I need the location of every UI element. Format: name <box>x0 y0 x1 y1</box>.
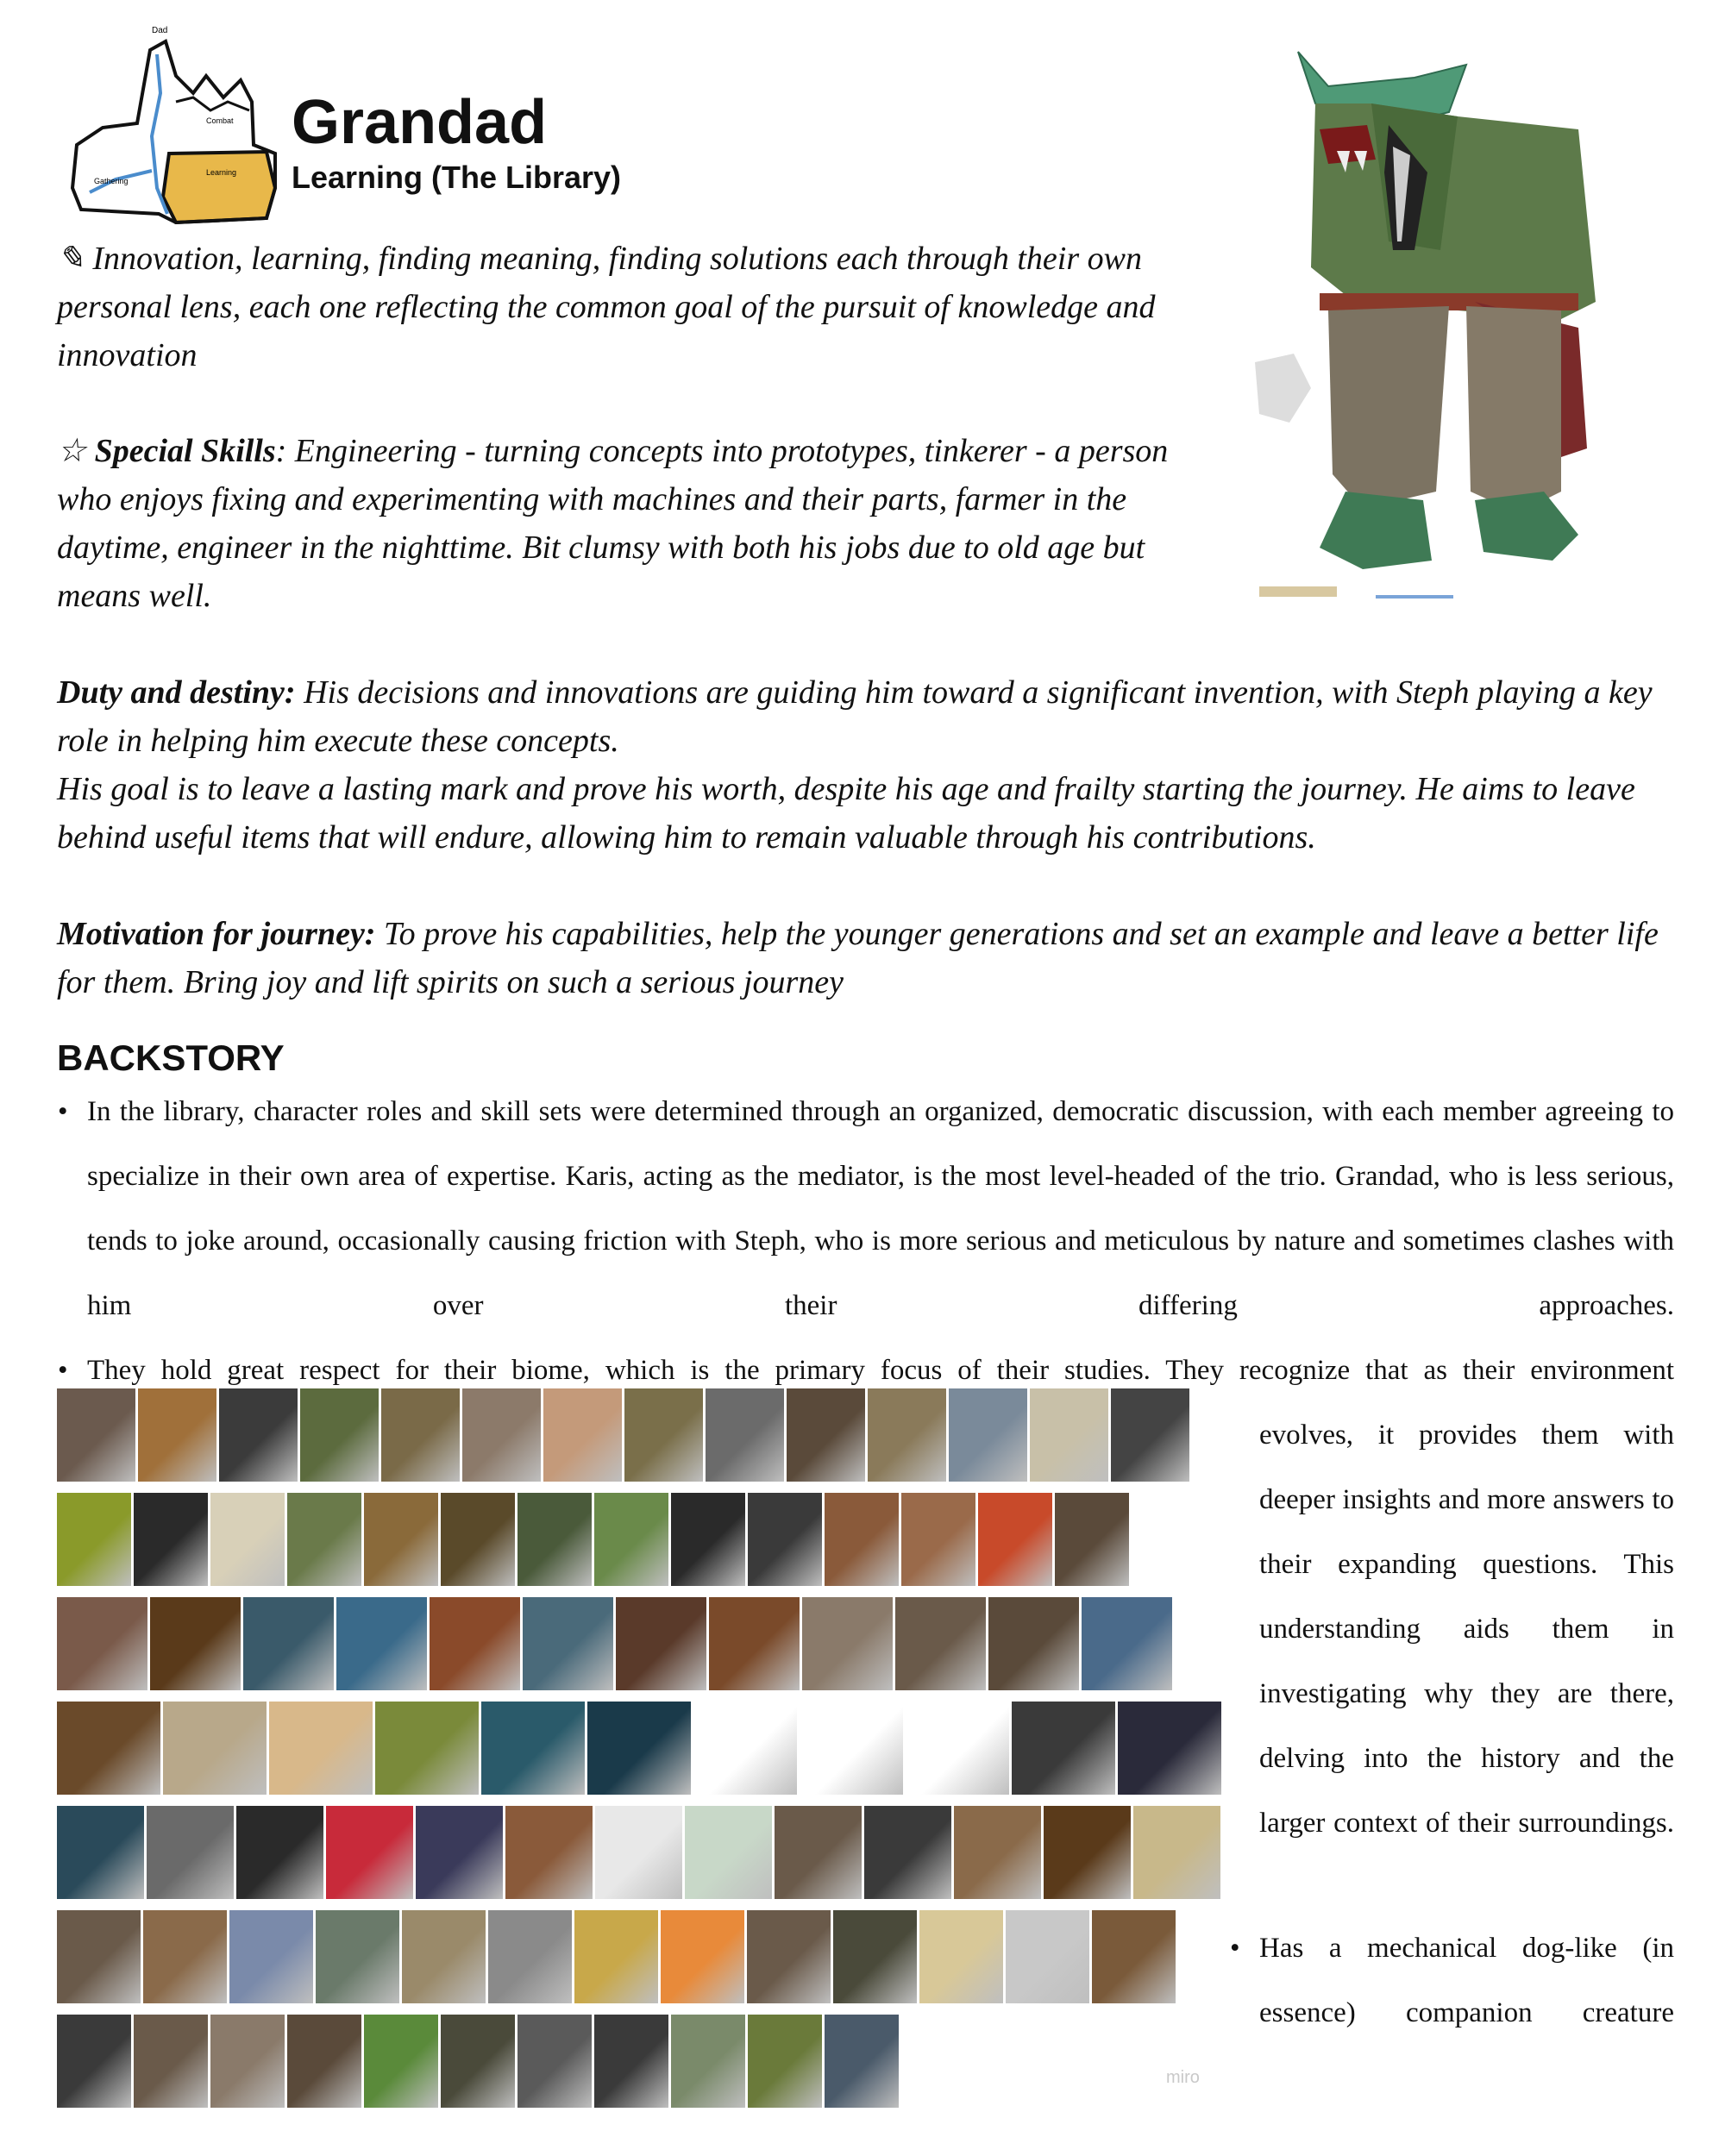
moodboard-image <box>300 1388 379 1482</box>
moodboard-image <box>748 2015 822 2108</box>
duty-text: His decisions and innovations are guiding him toward a significant invention, with Steph playing a key role in helping him execute these concepts. <box>57 674 1653 759</box>
duty-text-2: His goal is to leave a lasting mark and prove his worth, despite his age and frailty starting the journey. He aims to leave behind useful items that will endure, allowing him to remain valuable through his contributions. <box>57 771 1635 856</box>
motivation-paragraph <box>57 910 1696 1006</box>
moodboard-image <box>336 1597 427 1690</box>
biome-map-svg <box>55 16 281 231</box>
moodboard-image <box>1044 1806 1131 1899</box>
moodboard-image <box>901 1493 975 1586</box>
moodboard-image <box>1082 1597 1172 1690</box>
moodboard-image <box>381 1388 460 1482</box>
miro-watermark: miro <box>1166 2068 1200 2087</box>
moodboard-image <box>287 1493 361 1586</box>
moodboard-image <box>210 1493 285 1586</box>
moodboard-image <box>988 1597 1079 1690</box>
skills-paragraph <box>57 427 1204 620</box>
moodboard-row-5 <box>57 1806 1220 1899</box>
moodboard-image <box>57 1910 141 2003</box>
moodboard-image <box>595 1806 682 1899</box>
bullet-dot: • <box>1230 1933 1240 1964</box>
moodboard-image <box>661 1910 744 2003</box>
biome-map-logo <box>55 16 281 231</box>
pencil-icon: ✎ <box>57 241 85 277</box>
moodboard-image <box>864 1806 951 1899</box>
moodboard-image <box>693 1702 797 1795</box>
moodboard-collage <box>57 1388 1239 2113</box>
moodboard-image <box>57 1702 160 1795</box>
moodboard-image <box>919 1910 1003 2003</box>
map-label-learning: Learning <box>206 168 237 177</box>
moodboard-image <box>1055 1493 1129 1586</box>
moodboard-image <box>616 1597 706 1690</box>
moodboard-image <box>685 1806 772 1899</box>
moodboard-image <box>488 1910 572 2003</box>
moodboard-image <box>523 1597 613 1690</box>
moodboard-image <box>143 1910 227 2003</box>
moodboard-image <box>906 1702 1009 1795</box>
backstory-bullet-2-rest: evolves, it provides them with deeper insights and more answers to their expanding questions. This understanding aids them in investigating why they are there, delving into the history and the larger context of their surroundings. <box>1259 1420 1674 1839</box>
backstory-bullet-3-text: Has a mechanical dog-like (in essence) companion creature <box>1259 1933 1674 2028</box>
moodboard-image <box>57 2015 131 2108</box>
intro-paragraph <box>57 235 1204 379</box>
moodboard-image <box>594 1493 668 1586</box>
moodboard-image <box>57 1806 144 1899</box>
moodboard-image <box>978 1493 1052 1586</box>
moodboard-image <box>134 1493 208 1586</box>
moodboard-image <box>895 1597 986 1690</box>
motivation-label: Motivation for journey: <box>57 916 376 952</box>
skills-label: Special Skills <box>94 433 276 469</box>
moodboard-image <box>150 1597 241 1690</box>
moodboard-image <box>518 2015 592 2108</box>
moodboard-image <box>518 1493 592 1586</box>
moodboard-image <box>402 1910 486 2003</box>
moodboard-image <box>57 1388 135 1482</box>
moodboard-image <box>462 1388 541 1482</box>
moodboard-image <box>800 1702 903 1795</box>
grandad-troll-figure <box>1216 43 1647 612</box>
moodboard-image <box>949 1388 1027 1482</box>
star-icon: ☆ <box>57 433 87 469</box>
moodboard-image <box>833 1910 917 2003</box>
moodboard-image <box>219 1388 298 1482</box>
bullet-dot: • <box>58 1355 68 1386</box>
moodboard-image <box>624 1388 703 1482</box>
moodboard-image <box>229 1910 313 2003</box>
moodboard-image <box>747 1910 831 2003</box>
moodboard-image <box>1012 1702 1115 1795</box>
learning-region <box>163 152 275 222</box>
moodboard-image <box>57 1597 147 1690</box>
moodboard-image <box>748 1493 822 1586</box>
moodboard-image <box>787 1388 865 1482</box>
page-title: Grandad <box>292 88 548 157</box>
moodboard-image <box>574 1910 658 2003</box>
moodboard-image <box>1111 1388 1189 1482</box>
moodboard-image <box>671 2015 745 2108</box>
moodboard-image <box>147 1806 234 1899</box>
moodboard-image <box>269 1702 373 1795</box>
moodboard-image <box>709 1597 800 1690</box>
character-render <box>1216 43 1647 612</box>
moodboard-image <box>416 1806 503 1899</box>
map-label-gathering: Gathering <box>94 177 129 185</box>
moodboard-image <box>287 2015 361 2108</box>
backstory-heading: BACKSTORY <box>57 1037 285 1078</box>
moodboard-image <box>326 1806 413 1899</box>
moodboard-image <box>543 1388 622 1482</box>
moodboard-image <box>1092 1910 1176 2003</box>
moodboard-image <box>163 1702 267 1795</box>
motivation-text: To prove his capabilities, help the younger generations and set an example and leave a better life for them. Bring joy and lift spirits on such a serious journey <box>57 916 1659 1000</box>
moodboard-image <box>138 1388 216 1482</box>
moodboard-image <box>375 1702 479 1795</box>
moodboard-image <box>587 1702 691 1795</box>
moodboard-image <box>802 1597 893 1690</box>
bullet-dot: • <box>58 1096 68 1127</box>
moodboard-image <box>775 1806 862 1899</box>
skills-text: : Engineering - turning concepts into prototypes, tinkerer - a person who enjoys fixing and experimenting with machines and their parts, farmer in the daytime, engineer in the nighttime. Bit clumsy with both his jobs due to old age but means well. <box>57 433 1169 614</box>
moodboard-image <box>441 1493 515 1586</box>
moodboard-image <box>364 1493 438 1586</box>
moodboard-image <box>364 2015 438 2108</box>
backstory-bullet-1-text: In the library, character roles and skill sets were determined through an organized, democratic discussion, with each member agreeing to specialize in their own area of expertise. Karis, acting as the mediator, is the most level-headed of the trio. Grandad, who is less serious, tends to joke around, occasionally causing friction with Steph, who is more serious and meticulous by nature and sometimes clashes with him over their differing approaches. <box>87 1096 1674 1321</box>
moodboard-image <box>134 2015 208 2108</box>
moodboard-image <box>825 2015 899 2108</box>
moodboard-image <box>671 1493 745 1586</box>
moodboard-image <box>825 1493 899 1586</box>
moodboard-image <box>706 1388 784 1482</box>
moodboard-image <box>1030 1388 1108 1482</box>
moodboard-row-4 <box>57 1702 1221 1795</box>
map-label-combat: Combat <box>206 116 234 125</box>
moodboard-row-6 <box>57 1910 1176 2003</box>
duty-paragraph <box>57 668 1696 862</box>
backstory-bullet-1 <box>58 1080 1674 1338</box>
moodboard-image <box>505 1806 593 1899</box>
duty-label: Duty and destiny: <box>57 674 296 711</box>
moodboard-row-3 <box>57 1597 1172 1690</box>
moodboard-image <box>1118 1702 1221 1795</box>
moodboard-image <box>594 2015 668 2108</box>
moodboard-image <box>441 2015 515 2108</box>
backstory-bullet-3 <box>1230 1916 1674 2046</box>
moodboard-image <box>430 1597 520 1690</box>
moodboard-image <box>243 1597 334 1690</box>
moodboard-image <box>1006 1910 1089 2003</box>
backstory-bullet-2-continued <box>1259 1403 1674 1856</box>
moodboard-image <box>954 1806 1041 1899</box>
page-subtitle: Learning (The Library) <box>292 160 622 195</box>
moodboard-image <box>316 1910 399 2003</box>
moodboard-row-1 <box>57 1388 1189 1482</box>
moodboard-image <box>236 1806 323 1899</box>
map-label-dad: Dad <box>152 26 168 35</box>
moodboard-image <box>481 1702 585 1795</box>
moodboard-image <box>1133 1806 1220 1899</box>
moodboard-row-7 <box>57 2015 899 2108</box>
backstory-bullet-2-line1: They hold great respect for their biome, which is the primary focus of their studies. They recognize that as their environment <box>87 1355 1674 1386</box>
moodboard-image <box>868 1388 946 1482</box>
moodboard-image <box>210 2015 285 2108</box>
moodboard-row-2 <box>57 1493 1129 1586</box>
intro-text: Innovation, learning, finding meaning, finding solutions each through their own personal lens, each one reflecting the common goal of the pursuit of knowledge and innovation <box>57 241 1156 373</box>
moodboard-image <box>57 1493 131 1586</box>
